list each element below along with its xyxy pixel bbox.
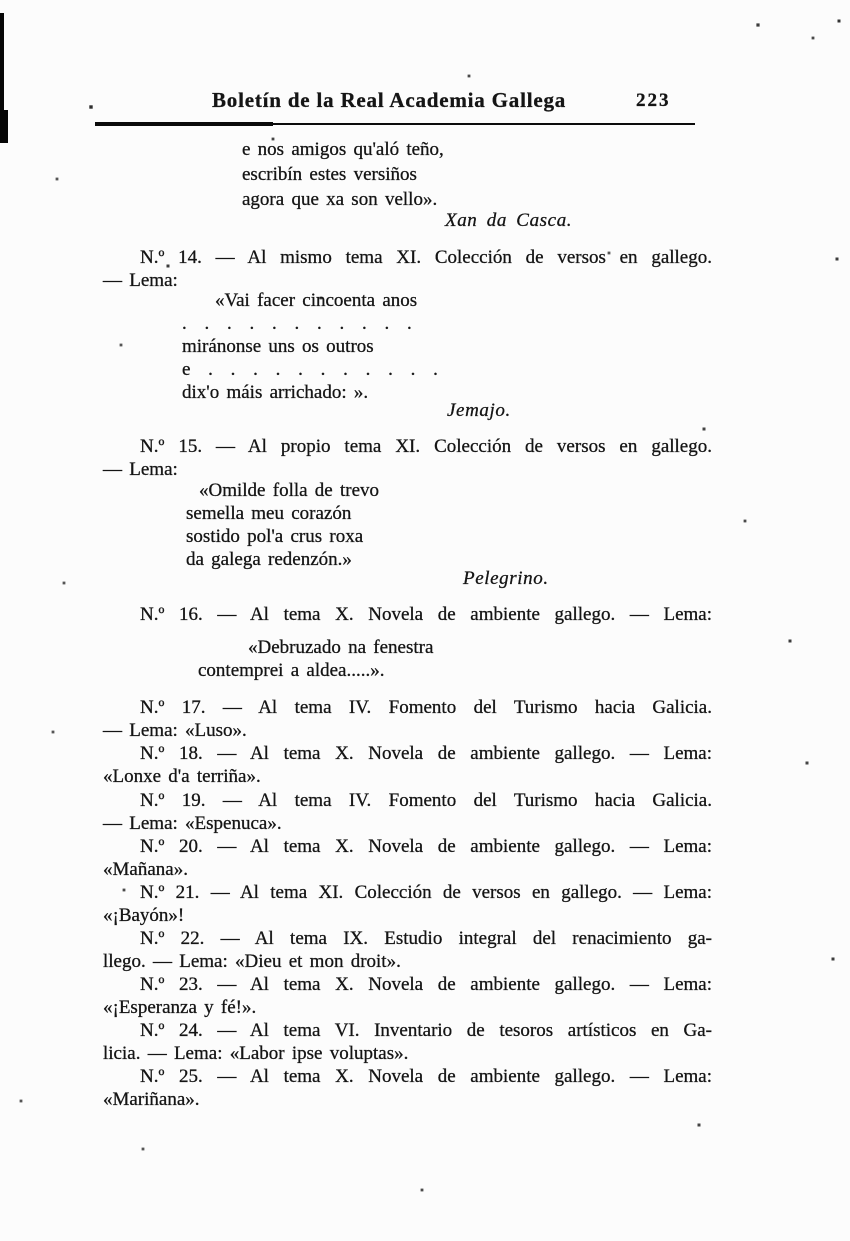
text-line: «Mariñana».: [103, 1089, 200, 1110]
verse-block-jemajo: [182, 289, 438, 404]
text-line: escribín estes versiños: [242, 164, 417, 185]
entry-15: [103, 435, 712, 481]
verse-signature: Xan da Casca.: [445, 210, 573, 231]
text-line: sostido pol'a crus roxa: [186, 526, 364, 547]
text-line: N.º 19. — Al tema IV. Fomento del Turismo hacia Galicia.: [140, 790, 712, 811]
text-line: N.º 22. — Al tema IX. Estudio integral del renacimiento ga-: [140, 928, 712, 949]
text-line: «Vai facer cincoenta anos: [215, 290, 418, 311]
text-line: — Lema:: [103, 459, 178, 480]
text-line: licia. — Lema: «Labor ipse voluptas».: [103, 1043, 409, 1064]
text-line: — Lema:: [103, 270, 178, 291]
text-line: N.º 23. — Al tema X. Novela de ambiente gallego. — Lema:: [140, 974, 712, 995]
text-line: N.º 14. — Al mismo tema XI. Colección de versos en gallego.: [140, 247, 712, 268]
verse-signature: Jemajo.: [447, 400, 511, 421]
text-line: «Debruzado na fenestra: [248, 637, 434, 658]
verse-signature: Pelegrino.: [463, 568, 549, 589]
text-line: «Omilde folla de trevo: [199, 480, 380, 501]
scan-artifact-left-blot: [0, 110, 8, 143]
entry-22: [103, 927, 712, 973]
entry-23: [103, 973, 712, 1019]
text-line: «¡Esperanza y fé!».: [103, 997, 257, 1018]
entry-21: [103, 881, 712, 927]
text-line: . . . . . . . . . . .: [182, 313, 412, 334]
text-line: N.º 20. — Al tema X. Novela de ambiente gallego. — Lema:: [140, 836, 712, 857]
page-number: 223: [636, 90, 671, 111]
verse-block-pelegrino: [186, 479, 379, 571]
text-line: miránonse uns os outros: [182, 336, 374, 357]
entry-18: [103, 742, 712, 788]
entry-17: [103, 696, 712, 742]
text-line: N.º 24. — Al tema VI. Inventario de tesoros artísticos en Ga-: [140, 1020, 712, 1041]
text-line: agora que xa son vello».: [242, 189, 438, 210]
entry-20: [103, 835, 712, 881]
text-line: N.º 17. — Al tema IV. Fomento del Turismo hacia Galicia.: [140, 697, 712, 718]
header-rule-thick-segment: [95, 122, 273, 126]
text-line: — Lema: «Espenuca».: [103, 813, 282, 834]
text-line: «¡Bayón»!: [103, 905, 185, 926]
text-line: dix'o máis arrichado: ».: [182, 382, 369, 403]
text-line: semella meu corazón: [186, 503, 352, 524]
entry-19: [103, 789, 712, 835]
text-line: e . . . . . . . . . . .: [182, 359, 438, 380]
text-line: N.º 16. — Al tema X. Novela de ambiente gallego. — Lema:: [140, 604, 712, 625]
text-line: N.º 18. — Al tema X. Novela de ambiente gallego. — Lema:: [140, 743, 712, 764]
scan-noise-speckles: [0, 0, 2, 2]
text-line: llego. — Lema: «Dieu et mon droit».: [103, 951, 401, 972]
text-line: «Lonxe d'a terriña».: [103, 766, 261, 787]
text-line: contemprei a aldea.....».: [198, 660, 385, 681]
header-rule: [95, 123, 695, 125]
entry-14: [103, 246, 712, 292]
text-line: e nos amigos qu'aló teño,: [242, 139, 444, 160]
entry-24: [103, 1019, 712, 1065]
verse-block-debruzado: [198, 636, 433, 682]
text-line: «Mañana».: [103, 859, 188, 880]
text-line: N.º 15. — Al propio tema XI. Colección de versos en gallego.: [140, 436, 712, 457]
entry-16: [103, 603, 712, 626]
text-line: N.º 21. — Al tema XI. Colección de versos en gallego. — Lema:: [140, 882, 712, 903]
scan-artifact-left-bar: [0, 13, 4, 113]
verse-block-xan-da-casca: [242, 137, 444, 212]
journal-title: Boletín de la Real Academia Gallega: [212, 88, 567, 112]
text-line: da galega redenzón.»: [186, 549, 352, 570]
entry-25: [103, 1065, 712, 1111]
text-line: N.º 25. — Al tema X. Novela de ambiente gallego. — Lema:: [140, 1066, 712, 1087]
text-line: — Lema: «Luso».: [103, 720, 247, 741]
